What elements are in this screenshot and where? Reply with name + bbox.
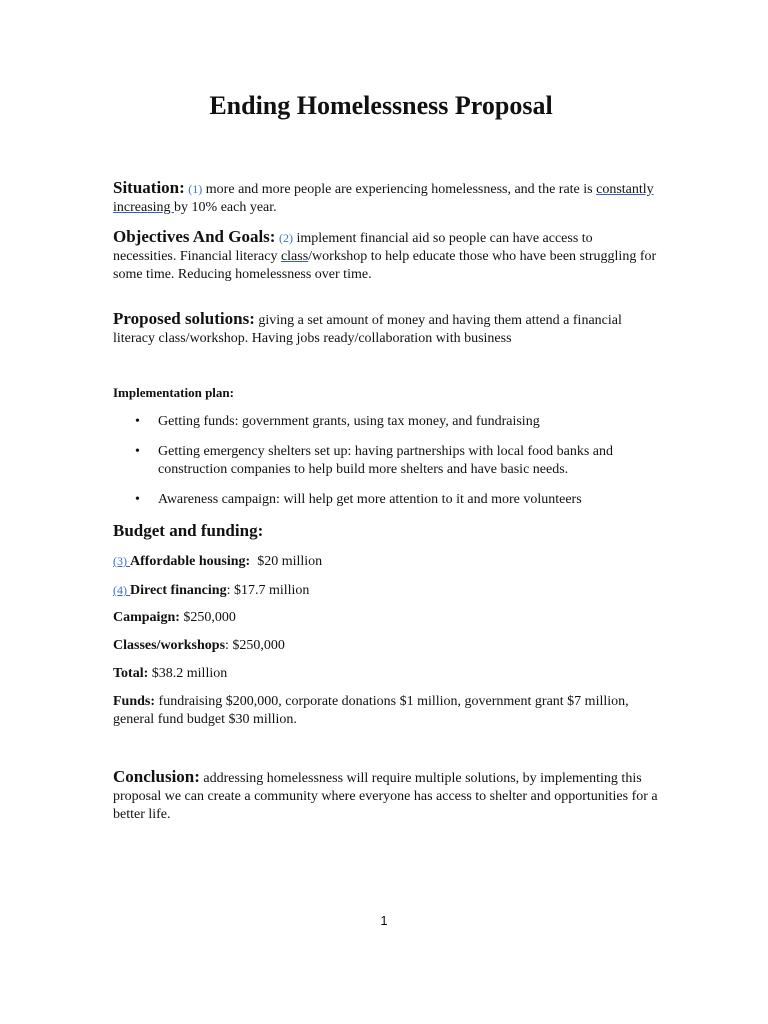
budget-heading: Budget and funding: xyxy=(113,521,264,540)
objectives-text-b: /workshop to help educate those who have been struggling for some time. Reducing homelessness over time. xyxy=(113,249,657,282)
campaign-label: Campaign: xyxy=(113,610,180,625)
solutions-paragraph xyxy=(113,310,658,348)
budget-total-line xyxy=(113,665,658,683)
document-title: Ending Homelessness Proposal xyxy=(209,91,553,120)
budget-housing-line xyxy=(113,552,658,571)
solutions-text: giving a set amount of money and having them attend a financial literacy class/workshop. Having jobs ready/collaboration with business xyxy=(113,313,622,346)
bullet-icon: • xyxy=(135,444,140,459)
objectives-paragraph xyxy=(113,228,658,284)
situation-text-a: more and more people are experiencing homelessness, and the rate is xyxy=(205,182,593,197)
situation-text-b: by 10% each year. xyxy=(174,200,277,215)
housing-label: Affordable housing: xyxy=(130,554,251,569)
classes-value: : $250,000 xyxy=(225,638,285,653)
footnote-ref-2: (2) xyxy=(278,231,293,245)
bullet-icon: • xyxy=(135,414,140,429)
footnote-ref-1: (1) xyxy=(188,182,203,196)
objectives-underlined-text: class xyxy=(280,249,309,264)
footnote-ref-3: (3) xyxy=(113,554,130,568)
objectives-heading: Objectives And Goals: xyxy=(113,227,276,246)
conclusion-heading: Conclusion: xyxy=(113,767,200,786)
objectives-text-a: implement financial aid so people can have access to necessities. Financial literacy xyxy=(113,231,593,264)
housing-value: $20 million xyxy=(250,554,323,569)
budget-funds-line xyxy=(113,693,658,729)
budget-campaign-line xyxy=(113,609,658,627)
classes-label: Classes/workshops xyxy=(113,638,226,653)
financing-value: : $17.7 million xyxy=(226,583,310,598)
funds-value: fundraising $200,000, corporate donations $1 million, government grant $7 million, general fund budget $30 million. xyxy=(113,694,629,727)
page-number: 1 xyxy=(380,913,388,928)
situation-heading: Situation: xyxy=(113,178,185,197)
list-item: • Getting funds: government grants, using tax money, and fundraising xyxy=(135,414,540,429)
total-value: $38.2 million xyxy=(148,666,228,681)
list-item: • Getting emergency shelters set up: having partnerships with local food banks and construction companies to help build more shelters and have basic needs. xyxy=(135,444,614,477)
list-item: • Awareness campaign: will help get more attention to it and more volunteers xyxy=(135,492,582,507)
conclusion-text: addressing homelessness will require multiple solutions, by implementing this proposal we can create a community where everyone has access to shelter and opportunities for a better life. xyxy=(113,771,658,822)
bullet-icon: • xyxy=(135,492,140,507)
total-label: Total: xyxy=(113,666,149,681)
implementation-list xyxy=(113,413,658,521)
financing-label: Direct financing xyxy=(130,583,227,598)
campaign-value: $250,000 xyxy=(179,610,236,625)
implementation-heading: Implementation plan: xyxy=(113,385,234,400)
funds-label: Funds: xyxy=(113,694,156,709)
solutions-heading: Proposed solutions: xyxy=(113,309,255,328)
budget-classes-line xyxy=(113,637,658,655)
budget-financing-line xyxy=(113,581,658,600)
situation-underlined-text: constantly increasing xyxy=(113,182,654,215)
footnote-ref-4: (4) xyxy=(113,583,130,597)
situation-paragraph xyxy=(113,179,658,217)
conclusion-paragraph xyxy=(113,768,658,824)
